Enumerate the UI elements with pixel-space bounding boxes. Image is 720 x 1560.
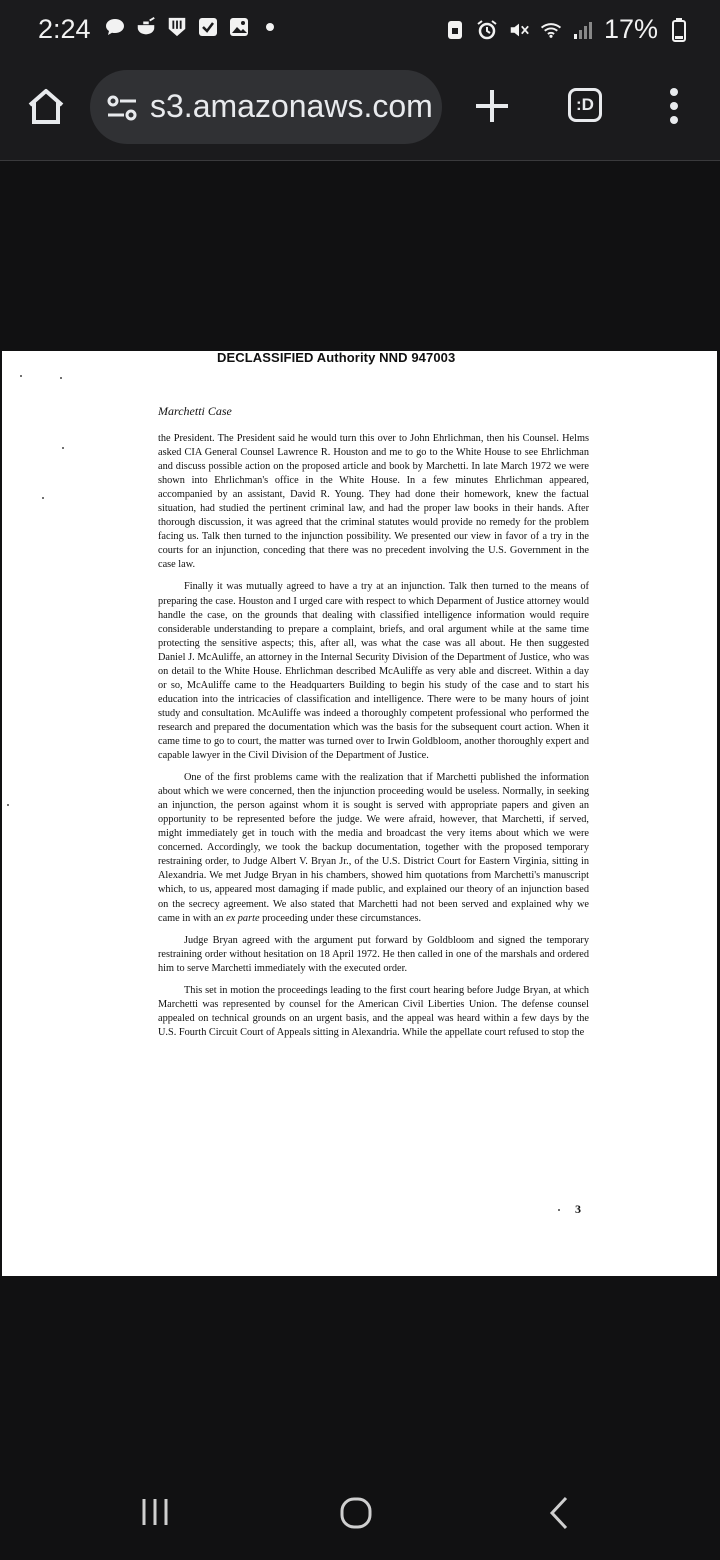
url-text[interactable]: s3.amazonaws.com: [150, 88, 433, 124]
signal-icon: [572, 19, 594, 41]
scan-speck: [20, 375, 22, 377]
paragraph-2: Finally it was mutually agreed to have a try at an injunction. Talk then turned to the means of preparing the case. Houston and I urged care with respect to which Deparment of Justice attorney would handle the case, on the grounds that dealing with classified intelligence information would require considerable understanding to prepare a complaint, briefs, and oral argument while at the same time protecting the sensitive aspects; this, after all, was what the case was all about. He then suggested Daniel J. McAuliffe, an attorney in the Internal Security Division of the Department of Justice, who was on detail to the White House. Ehrlichman described McAuliffe as very able and discreet. Within a day or so, McAuliffe came to the Headquarters Building to begin his study of the case and to start his education into the intricacies of classification and intelligence. There were to be many hours of joint study and consultation. McAuliffe was indeed a thoroughly competent professional who performed the research and prepared the documentation which was the basis for the subsequent court action. When it came time to go to court, the matter was turned over to Irwin Goldbloom, another thoroughly expert and capable lawyer in the Civil Division of the Department of Justice.: [158, 581, 589, 762]
tabs-icon-label: :D: [576, 95, 594, 114]
paragraph-3-text: One of the first problems came with the realization that if Marchetti published the information about which we were concerned, then the injunction proceeding would be useless. Normally, in seeking an injunction, the person against whom it is sought is served with appropriate papers and given an opportunity to be represented before the judge. We were afraid, however, that Marchetti, if served, might immediately get in touch with the media and broadcast the very items about which we were concerned. Accordingly, we took the backup documentation, together with the proposed temporary restraining order, to Judge Albert V. Bryan Jr., of the U.S. District Court for Eastern Virginia, sitting in Alexandria. We met Judge Bryan in his chambers, showed him quotations from Marchetti's manuscript which, to us, appeared most damaging if made public, and explained our theory of an injunction based on the secrecy agreement. We also stated that Marchetti had not been served and explained why we came in with an: [158, 772, 589, 924]
dot-icon: [259, 16, 281, 38]
wifi-icon: [540, 19, 562, 41]
recent-apps-button[interactable]: [140, 1497, 170, 1527]
app-icon: [166, 16, 188, 38]
address-bar[interactable]: [90, 70, 442, 144]
new-tab-button[interactable]: [470, 84, 514, 128]
browser-toolbar: [0, 62, 720, 161]
status-time: 2:24: [38, 14, 91, 44]
running-head: Marchetti Case: [158, 404, 232, 418]
home-circle-icon: [338, 1495, 374, 1531]
cooking-pot-icon: [135, 16, 157, 38]
home-button[interactable]: [24, 84, 68, 128]
back-button[interactable]: [544, 1495, 574, 1531]
notification-icons: [104, 16, 281, 38]
document-body: [158, 432, 589, 1048]
plus-icon: [470, 84, 514, 128]
chat-bubble-icon: [104, 16, 126, 38]
more-menu-button[interactable]: [662, 84, 686, 128]
alarm-icon: [476, 19, 498, 41]
scan-speck: [558, 1209, 560, 1211]
paragraph-5: This set in motion the proceedings leading to the first court hearing before Judge Bryan, at which Marchetti was represented by counsel for the American Civil Liberties Union. The defense counsel appealed on technical grounds on an urgent basis, and the appeal was heard within a few days by the U.S. Fourth Circuit Court of Appeals sitting in Alexandria. While the appellate court refused to stop the: [158, 984, 589, 1038]
scan-speck: [42, 497, 44, 499]
mute-icon: [508, 19, 530, 41]
image-icon: [228, 16, 250, 38]
back-icon: [544, 1495, 574, 1531]
paragraph-3: [158, 771, 589, 926]
more-vert-icon: [662, 84, 686, 128]
scan-speck: [62, 447, 64, 449]
recent-apps-icon: [140, 1497, 170, 1527]
declassified-stamp: DECLASSIFIED Authority NND 947003: [217, 351, 456, 365]
scan-speck: [60, 377, 62, 379]
navigation-bar: [0, 1457, 720, 1560]
document-page[interactable]: [2, 351, 717, 1276]
paragraph-3-tail: proceeding under these circumstances.: [262, 912, 422, 924]
battery-percent: 17%: [603, 14, 658, 44]
checkbox-icon: [197, 16, 219, 38]
tabs-button[interactable]: [568, 88, 602, 122]
system-status: [444, 14, 690, 45]
page-number: 3: [575, 1202, 581, 1216]
home-icon: [24, 84, 68, 128]
home-nav-button[interactable]: [338, 1495, 374, 1531]
lock-icon: [444, 19, 466, 41]
status-bar: [0, 0, 720, 62]
site-settings-icon[interactable]: [106, 94, 138, 122]
paragraph-1: the President. The President said he would turn this over to John Ehrlichman, then his Counsel. Helms asked CIA General Counsel Lawrence R. Houston and me to go to the White House to see Ehrlichman and discuss possible action on the proposed article and book by Marchetti. In late March 1972 we were shown into Ehrlichman's office in the White House. In a few minutes Ehrlichman appeared, accompanied by an assistant, David R. Young. They had done their homework, knew the factual situation, had studied the pertinent criminal law, and had the proper law books in their hands. After thorough discussion, it was agreed that the criminal statutes would provide no remedy for the problem facing us. Talk then turned to the injunction possibility. We presented our view in favor of a try in the courts for an injunction, conceding that there was no precedent involving the U.S. Government in the case law.: [158, 433, 589, 571]
paragraph-4: Judge Bryan agreed with the argument put forward by Goldbloom and signed the temporary restraining order without hesitation on 18 April 1972. He then called in one of the marshals and ordered him to serve Marchetti immediately with the executed order.: [158, 934, 589, 974]
scan-speck: [7, 804, 9, 806]
paragraph-3-italic: ex parte: [226, 912, 260, 924]
battery-icon: [668, 19, 690, 41]
